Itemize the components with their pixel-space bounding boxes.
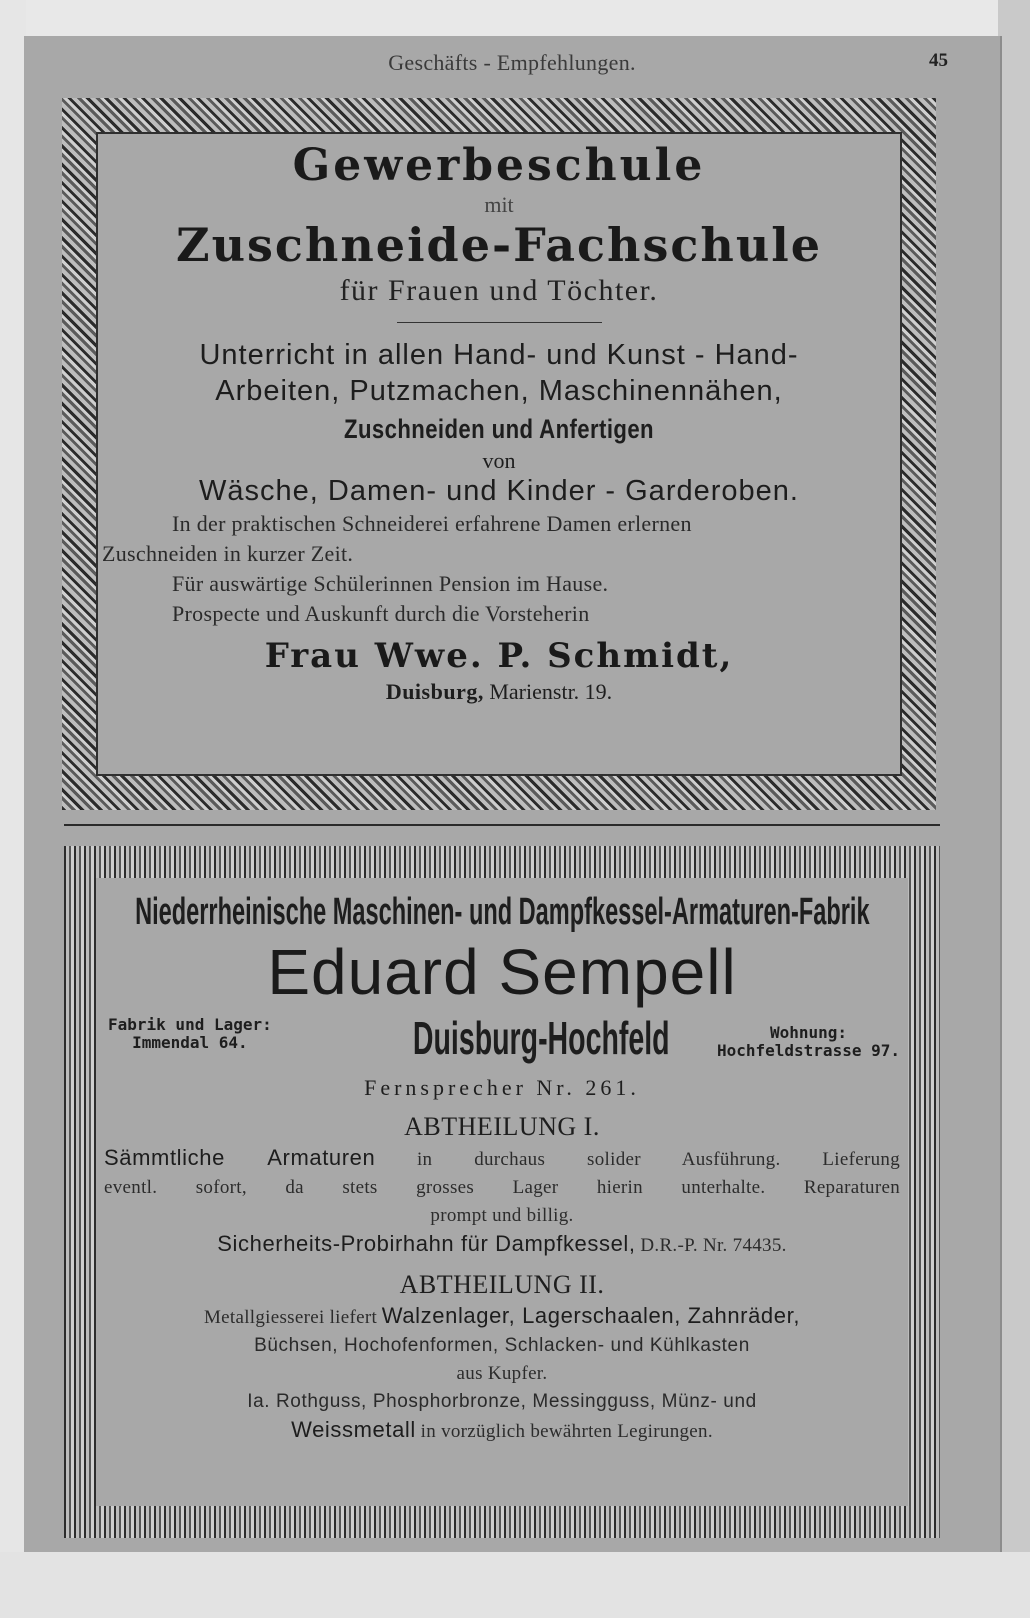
dept1-line-4-sans: Sicherheits-Probirhahn für Dampfkessel, [217,1231,636,1256]
info-paragraph-2: Für auswärtige Schülerinnen Pension im Hause. [172,571,609,596]
divider-rule [397,322,602,323]
city-name: Duisburg-Hochfeld [412,1012,670,1064]
dept1-line-4-serif: D.R.-P. Nr. 74435. [640,1235,787,1256]
dept2-line-2: Büchsen, Hochofenformen, Schlacken- und Kühlkasten [254,1335,750,1356]
factory-address [108,1016,272,1052]
ad-content [102,138,896,770]
dept2-line-3: aus Kupfer. [456,1363,548,1384]
dept1-line-1-serif: in durchaus solider Ausführung. Lieferung [416,1149,900,1170]
dept1-line-1 [104,1144,900,1174]
factory-name: Niederrheinische Maschinen- und Dampfkessel-Armaturen-Fabrik [134,891,870,933]
department-1-heading: ABTHEILUNG I. [404,1112,600,1141]
ad-audience: für Frauen und Töchter. [339,274,659,307]
advertisement-sempell [64,846,940,1538]
dept1-line-3: prompt und billig. [430,1205,574,1226]
info-paragraph-1a: In der praktischen Schneiderei erfahrene Damen erlernen [172,511,692,536]
dept2-line-1-serif: Metallgiesserei liefert [203,1307,378,1328]
owner-name: Eduard Sempell [267,936,737,1008]
address-row [104,1014,900,1074]
dept1-line-2: eventl. sofort, da stets grosses Lager hierin unterhalte. Reparaturen [104,1177,900,1198]
department-2-heading: ABTHEILUNG II. [399,1270,605,1299]
scan-margin-bottom [0,1552,1030,1618]
dept2-line-1 [104,1302,900,1332]
telephone-number: Fernsprecher Nr. 261. [364,1075,640,1100]
scan-margin-top [0,0,1030,38]
residence-address-value: Hochfeldstrasse 97. [716,1041,900,1060]
running-head: Geschäfts - Empfehlungen. [388,50,636,75]
ad-connector: mit [484,192,514,217]
course-line-1: Unterricht in allen Hand- und Kunst - Hand- [199,339,799,371]
ad-separator [64,824,940,826]
dept2-line-5-serif: in vorzüglich bewährten Legirungen. [420,1421,713,1442]
info-paragraph-3: Prospecte und Auskunft durch die Vorsteherin [172,601,590,626]
ad-content [104,888,900,1498]
dept1-line-1-sans: Sämmtliche Armaturen [104,1145,376,1170]
dept1-line-4 [104,1230,900,1260]
residence-address [717,1024,900,1060]
course-line-2: Arbeiten, Putzmachen, Maschinennähen, [215,375,783,407]
page-number: 45 [929,50,948,71]
dept2-line-4: Ia. Rothguss, Phosphorbronze, Messingguss, Münz- und [247,1391,757,1412]
course-line-4: Wäsche, Damen- und Kinder - Garderoben. [199,475,799,507]
residence-address-label: Wohnung: [769,1023,848,1042]
advertisement-gewerbeschule [62,98,936,810]
contact-street: Marienstr. 19. [489,679,613,704]
ad-subtitle: Zuschneide-Fachschule [175,218,823,272]
book-page [24,36,1002,1552]
course-connector: von [482,448,516,473]
factory-address-label: Fabrik und Lager: [108,1015,272,1034]
contact-name: Frau Wwe. P. Schmidt, [264,636,734,676]
ad-title: Gewerbeschule [292,140,706,191]
contact-city: Duisburg, [385,679,484,704]
dept2-line-1-sans: Walzenlager, Lagerschaalen, Zahnräder, [381,1303,801,1328]
info-paragraph-1b: Zuschneiden in kurzer Zeit. [102,541,354,566]
dept2-line-5-sans: Weissmetall [291,1417,416,1442]
factory-address-value: Immendal 64. [132,1033,248,1052]
dept2-line-5 [104,1416,900,1446]
scan-margin-left [0,0,26,1618]
course-highlight: Zuschneiden und Anfertigen [344,414,654,444]
contact-address [102,679,896,705]
scan-margin-right [998,0,1030,1618]
